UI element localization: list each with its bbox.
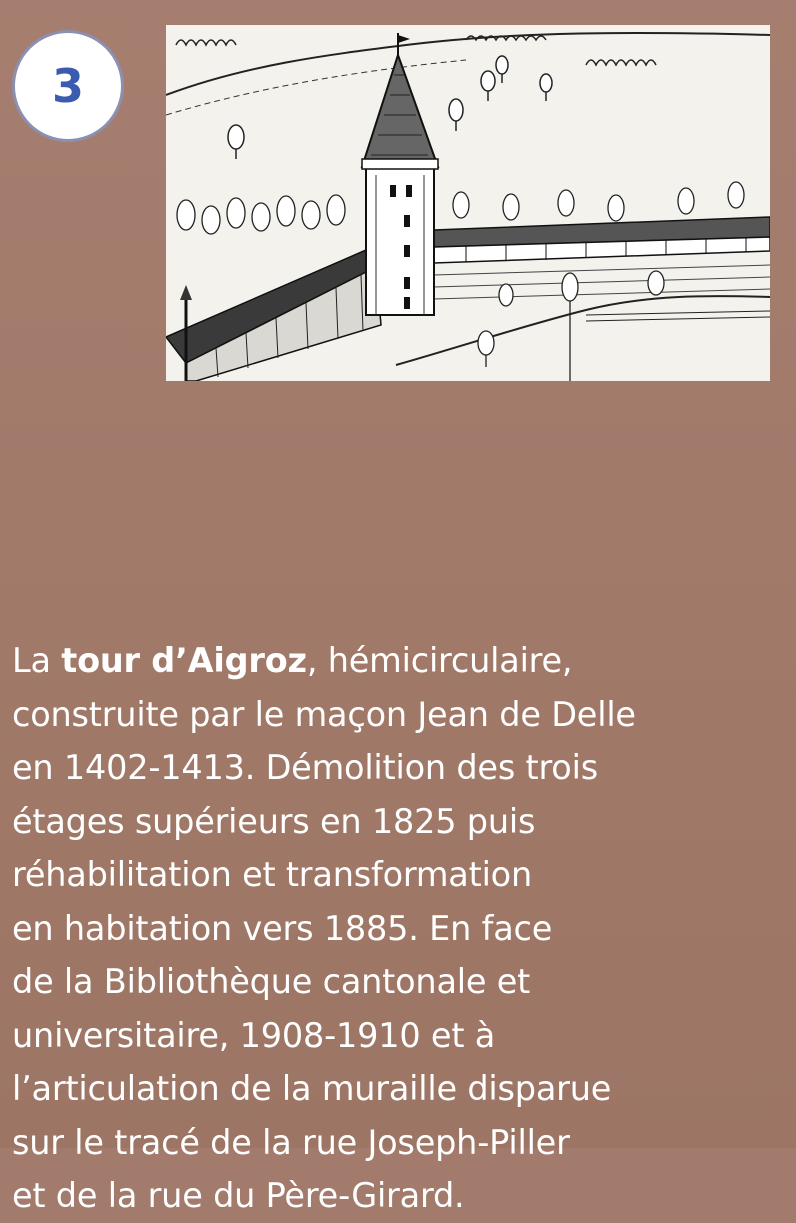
description-line-1-start: La — [12, 641, 62, 680]
description-line-3: en 1402-1413. Démolition des trois — [12, 748, 598, 787]
number-badge — [12, 30, 124, 142]
description-line-9: l’articulation de la muraille disparue — [12, 1069, 612, 1108]
description-line-11: et de la rue du Père-Girard. — [12, 1176, 465, 1215]
description-line-1 — [12, 634, 790, 688]
description-line-7: de la Bibliothèque cantonale et — [12, 962, 531, 1001]
description-line-8: universitaire, 1908-1910 et à — [12, 1015, 496, 1055]
description-line-5: réhabilitation et transformation — [12, 855, 532, 894]
tower-name: tour d’Aigroz — [61, 641, 307, 680]
description-line-2: construite par le maçon Jean de Delle — [12, 694, 636, 734]
tower-engraving-illustration — [166, 25, 770, 381]
tower-engraving-icon — [166, 25, 770, 381]
description-line-4: étages supérieurs en 1825 puis — [12, 801, 536, 841]
description-line-6: en habitation vers 1885. En face — [12, 908, 553, 948]
description-text — [12, 634, 790, 1223]
description-line-10: sur le tracé de la rue Joseph-Piller — [12, 1122, 570, 1162]
description-line-1-end: , hémicirculaire, — [306, 641, 573, 680]
badge-number: 3 — [51, 59, 84, 113]
